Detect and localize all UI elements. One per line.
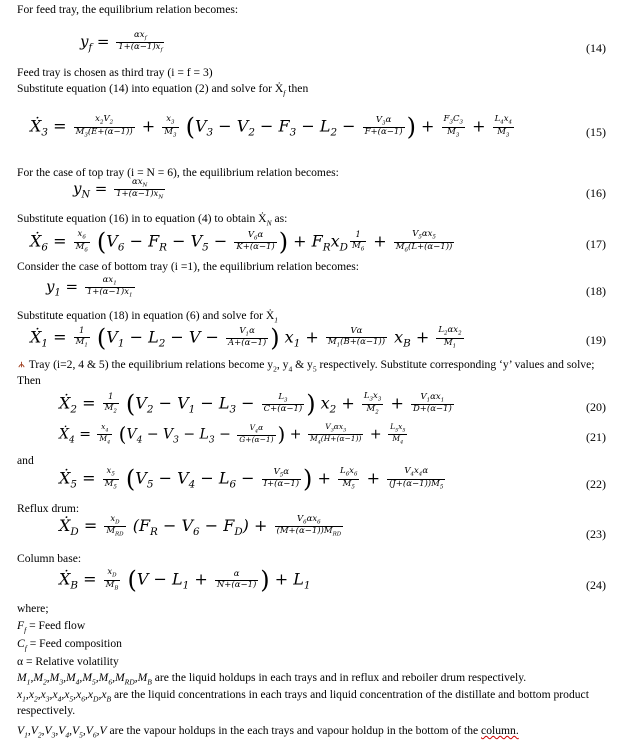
substitute-16-text: Substitute equation (16) in to equation (4) to obtain Ẋ$_N$ as: <box>17 212 288 228</box>
def-feed-composition: $C_f$ = Feed composition <box>17 637 122 653</box>
and-text: and <box>17 454 34 467</box>
equation-17: Ẋ$_6$ = $\frac{x_6}{M_6}$ ($V_6 - F_R - V_5$ − $\frac{V_6\alpha}{K+(\alpha-1)}$ ) + $F_Rx_D$ $\frac{1}{M_6}$ + $\frac{V_5\alpha x_5}{M_6(L+(\alpha-1))}$ <box>30 228 453 256</box>
equation-number-14: (14) <box>586 41 606 55</box>
equation-number-21: (21) <box>586 430 606 444</box>
column-base-label: Column base: <box>17 552 82 565</box>
def-relative-volatility: α = Relative volatility <box>17 655 119 668</box>
feed-choice-text: Feed tray is chosen as third tray (i = f = 3) <box>17 66 213 79</box>
anchor-icon <box>17 360 26 369</box>
equation-number-17: (17) <box>586 237 606 251</box>
equation-number-16: (16) <box>586 186 606 200</box>
equation-18: $y_1$ = $\frac{\alpha x_1}{1+(\alpha-1)x_1}$ <box>46 275 133 299</box>
def-concentrations: $x_1,x_2,x_3,x_4,x_5,x_6,x_D,x_B$ are the liquid concentrations in each trays and liquid concentration of the distillate and bottom product respectively. <box>17 688 589 717</box>
equation-number-20: (20) <box>586 400 606 414</box>
feed-intro-text: For feed tray, the equilibrium relation becomes: <box>17 3 239 16</box>
equation-15: Ẋ$_3$ = $\frac{x_2V_2}{M_3(E+(\alpha-1))}$ + $\frac{x_3}{M_3}$ ($V_3 - V_2 - F_3 - L_2$ − $\frac{V_3\alpha}{F+(\alpha-1)}$ ) + $\frac{F_3C_3}{M_3}$ + $\frac{L_4x_4}{M_3}$ <box>30 113 513 141</box>
equation-number-22: (22) <box>586 477 606 491</box>
def-vapour-holdups: $V_1,V_2,V_3,V_4,V_5,V_6,V$ are the vapour holdups in the each trays and vapour holdup in the bottom of the column. <box>17 724 519 740</box>
equation-number-15: (15) <box>586 125 606 139</box>
where-label: where; <box>17 602 49 615</box>
equation-24: Ẋ$_B$ = $\frac{x_D}{M_B}$ ($V - L_1$ + $\frac{\alpha}{N+(\alpha-1)}$ ) + $L_1$ <box>59 566 311 594</box>
top-intro-text: For the case of top tray (i = N = 6), the equilibrium relation becomes: <box>17 166 339 179</box>
equation-14: $y_f$ = $\frac{\alpha x_f}{1+(\alpha-1)x_f}$ <box>80 30 163 54</box>
equation-number-23: (23) <box>586 527 606 541</box>
equation-19: Ẋ$_1$ = $\frac{1}{M_1}$ ($V_1 - L_2 - V$ − $\frac{V_1\alpha}{A+(\alpha-1)}$ ) $x_1$ + $\frac{V\alpha}{M_1(B+(\alpha-1))}$ $x_B$ + $\frac{L_2\alpha x_2}{M_1}$ <box>30 324 462 352</box>
substitute-18-text: Substitute equation (18) in equation (6) and solve for Ẋ$_1$ <box>17 309 279 325</box>
substitute-14-text: Substitute equation (14) into equation (2) and solve for Ẋ$_f$ then <box>17 82 309 98</box>
equation-number-19: (19) <box>586 333 606 347</box>
equation-number-24: (24) <box>586 578 606 592</box>
reflux-drum-label: Reflux drum: <box>17 502 80 515</box>
tray-text: Tray (i=2, 4 & 5) the equilibrium relations become $y_2$, $y_4$ & $y_5$ respectively. Substitute corresponding ‘y’ values and solve; <box>17 358 594 374</box>
equation-number-18: (18) <box>586 284 606 298</box>
def-feed-flow: $F_f$ = Feed flow <box>17 619 86 635</box>
equation-20: Ẋ$_2$ = $\frac{1}{M_2}$ ($V_2 - V_1 - L_3$ − $\frac{L_3}{C+(\alpha-1)}$ ) $x_2$ + $\frac{L_3x_3}{M_2}$ + $\frac{V_1\alpha x_1}{D+(\alpha-1)}$ <box>59 390 452 418</box>
equation-16: $y_N$ = $\frac{\alpha x_N}{1+(\alpha-1)x_N}$ <box>73 177 164 201</box>
then-text: Then <box>17 374 41 387</box>
def-holdups: $M_1,M_2,M_3,M_4,M_5,M_6,M_{RD},M_B$ are the liquid holdups in each trays and in reflux and reboiler drum respectively. <box>17 671 527 687</box>
equation-22: Ẋ$_5$ = $\frac{x_5}{M_5}$ ($V_5 - V_4 - L_6$ − $\frac{V_5\alpha}{I+(\alpha-1)}$ ) + $\frac{L_6x_6}{M_5}$ + $\frac{V_4x_4\alpha}{(J+(\alpha-1))M_5}$ <box>59 465 444 493</box>
bottom-intro-text: Consider the case of bottom tray (i =1), the equilibrium relation becomes: <box>17 260 360 273</box>
equation-23: Ẋ$_D$ = $\frac{x_D}{M_{RD}}$ $(F_R - V_6 - F_D)$ + $\frac{V_6\alpha x_6}{(M+(\alpha-1))M_{RD}}$ <box>59 514 342 539</box>
equation-21: Ẋ$_4$ = $\frac{x_4}{M_4}$ ($V_4 - V_3 - L_3$ − $\frac{V_4\alpha}{G+(\alpha-1)}$ ) + $\frac{V_3\alpha x_3}{M_4(H+(\alpha-1))}$ + $\frac{L_5x_5}{M_4}$ <box>59 421 406 446</box>
